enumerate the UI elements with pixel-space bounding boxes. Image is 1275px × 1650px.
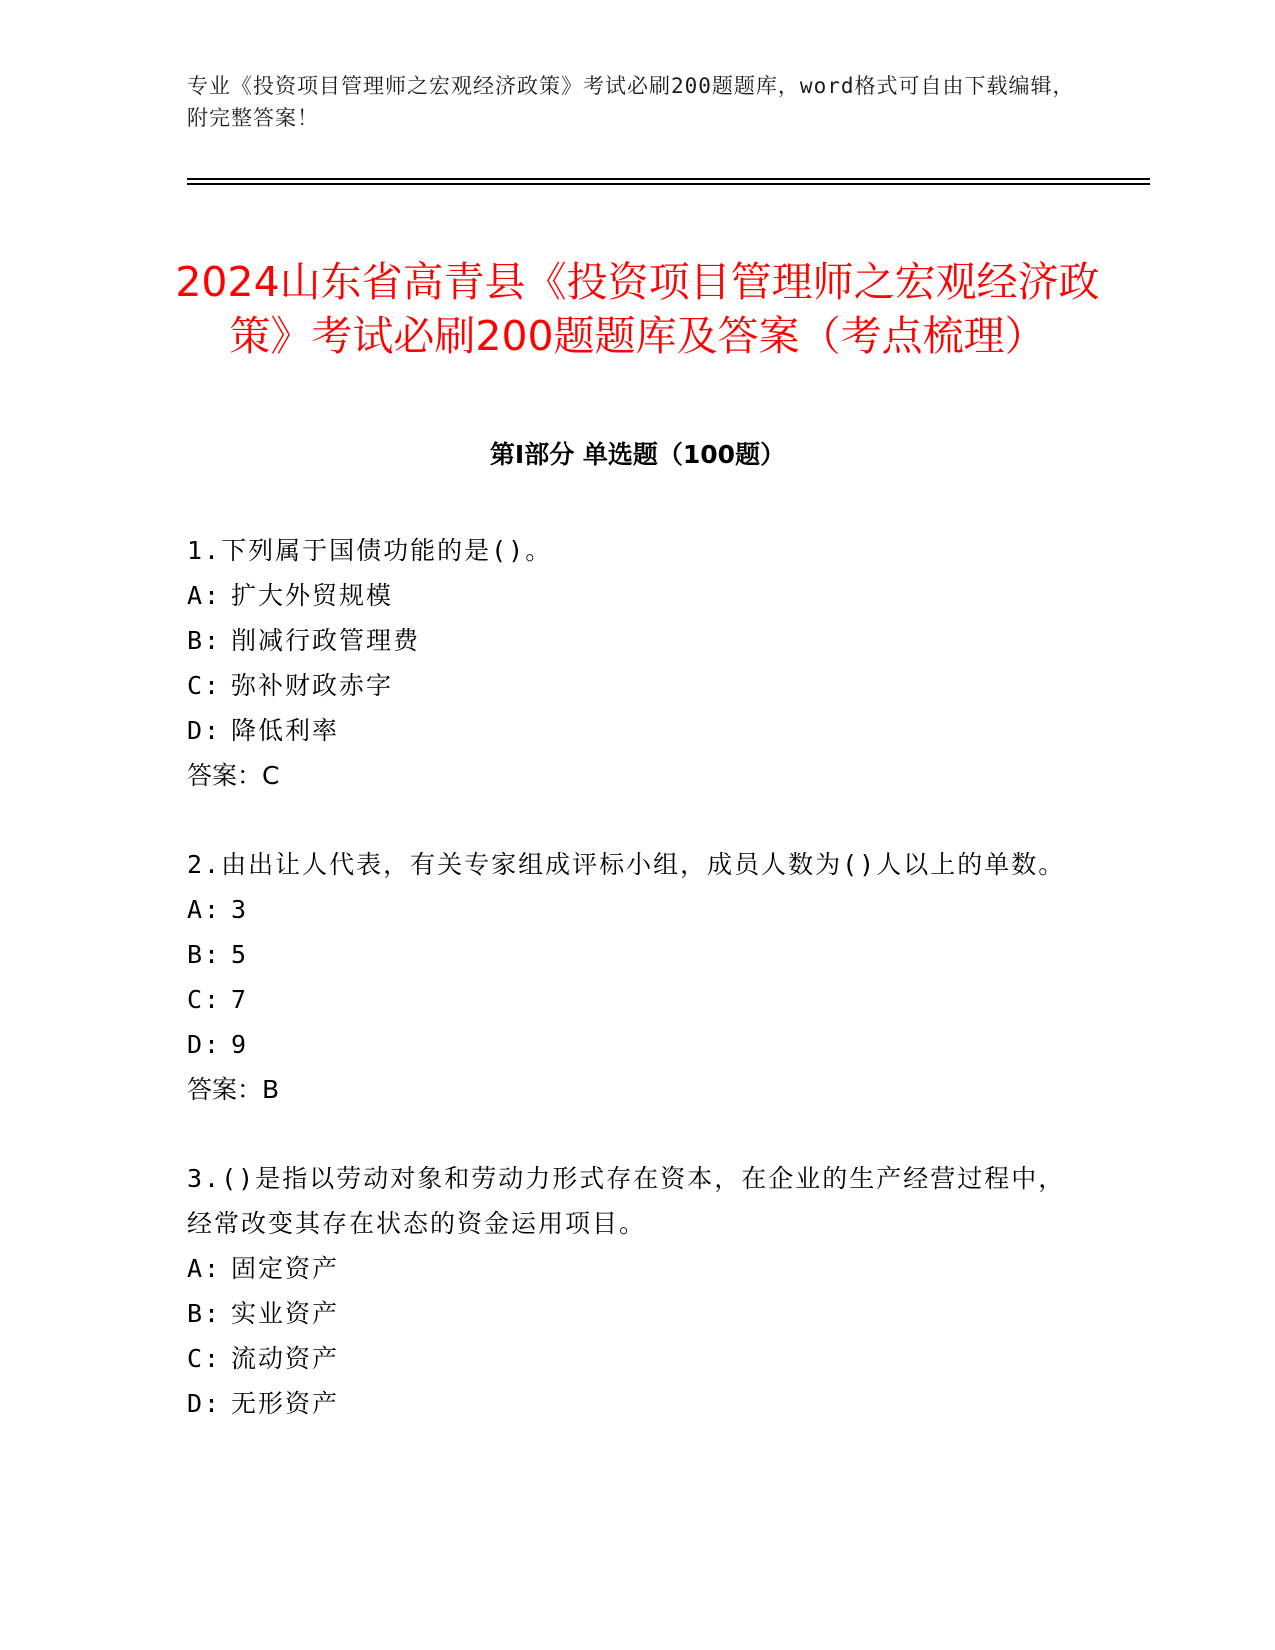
option-d (187, 1022, 1067, 1067)
option-b (187, 932, 1067, 977)
answer-line: 答案：B (187, 1075, 280, 1104)
option-letter: C: (187, 985, 222, 1014)
document-title: 2024山东省高青县《投资项目管理师之宏观经济政策》考试必刷200题题库及答案（考点梳理） (175, 258, 1100, 361)
option-text: 降低利率 (231, 716, 340, 745)
option-c (187, 977, 1067, 1022)
option-a (187, 1246, 1067, 1291)
option-text: 7 (231, 985, 249, 1014)
option-b (187, 1291, 1067, 1336)
option-letter: D: (187, 716, 222, 745)
question-2 (187, 842, 1067, 1112)
question-list (187, 528, 1067, 1470)
option-text: 固定资产 (231, 1254, 340, 1283)
option-letter: D: (187, 1030, 222, 1059)
option-text: 扩大外贸规模 (231, 581, 394, 610)
option-letter: A: (187, 1254, 222, 1283)
option-letter: B: (187, 1299, 222, 1328)
option-d (187, 708, 1067, 753)
option-letter: A: (187, 895, 222, 924)
section-heading: 第I部分 单选题（100题） (489, 440, 786, 469)
option-text: 3 (231, 895, 249, 924)
option-text: 9 (231, 1030, 249, 1059)
question-stem: 1.下列属于国债功能的是()。 (187, 536, 553, 565)
option-text: 无形资产 (231, 1389, 340, 1418)
question-stem: 3.()是指以劳动对象和劳动力形式存在资本，在企业的生产经营过程中，经常改变其存在状态的资金运用项目。 (187, 1164, 1066, 1238)
option-text: 弥补财政赤字 (231, 671, 394, 700)
option-letter: B: (187, 940, 222, 969)
option-letter: B: (187, 626, 222, 655)
option-letter: C: (187, 671, 222, 700)
header-rule-bottom (187, 183, 1150, 185)
option-c (187, 1336, 1067, 1381)
option-a (187, 573, 1067, 618)
option-text: 实业资产 (231, 1299, 340, 1328)
option-text: 5 (231, 940, 249, 969)
option-a (187, 887, 1067, 932)
option-b (187, 618, 1067, 663)
header-rule-top (187, 178, 1150, 180)
question-3 (187, 1156, 1067, 1426)
answer-line: 答案：C (187, 761, 280, 790)
option-d (187, 1381, 1067, 1426)
question-1 (187, 528, 1067, 798)
option-text: 削减行政管理费 (231, 626, 421, 655)
header-note: 专业《投资项目管理师之宏观经济政策》考试必刷200题题库，word格式可自由下载编辑，附完整答案！ (187, 74, 1075, 130)
option-c (187, 663, 1067, 708)
option-text: 流动资产 (231, 1344, 340, 1373)
question-stem: 2.由出让人代表，有关专家组成评标小组，成员人数为()人以上的单数。 (187, 850, 1066, 879)
option-letter: D: (187, 1389, 222, 1418)
option-letter: A: (187, 581, 222, 610)
option-letter: C: (187, 1344, 222, 1373)
